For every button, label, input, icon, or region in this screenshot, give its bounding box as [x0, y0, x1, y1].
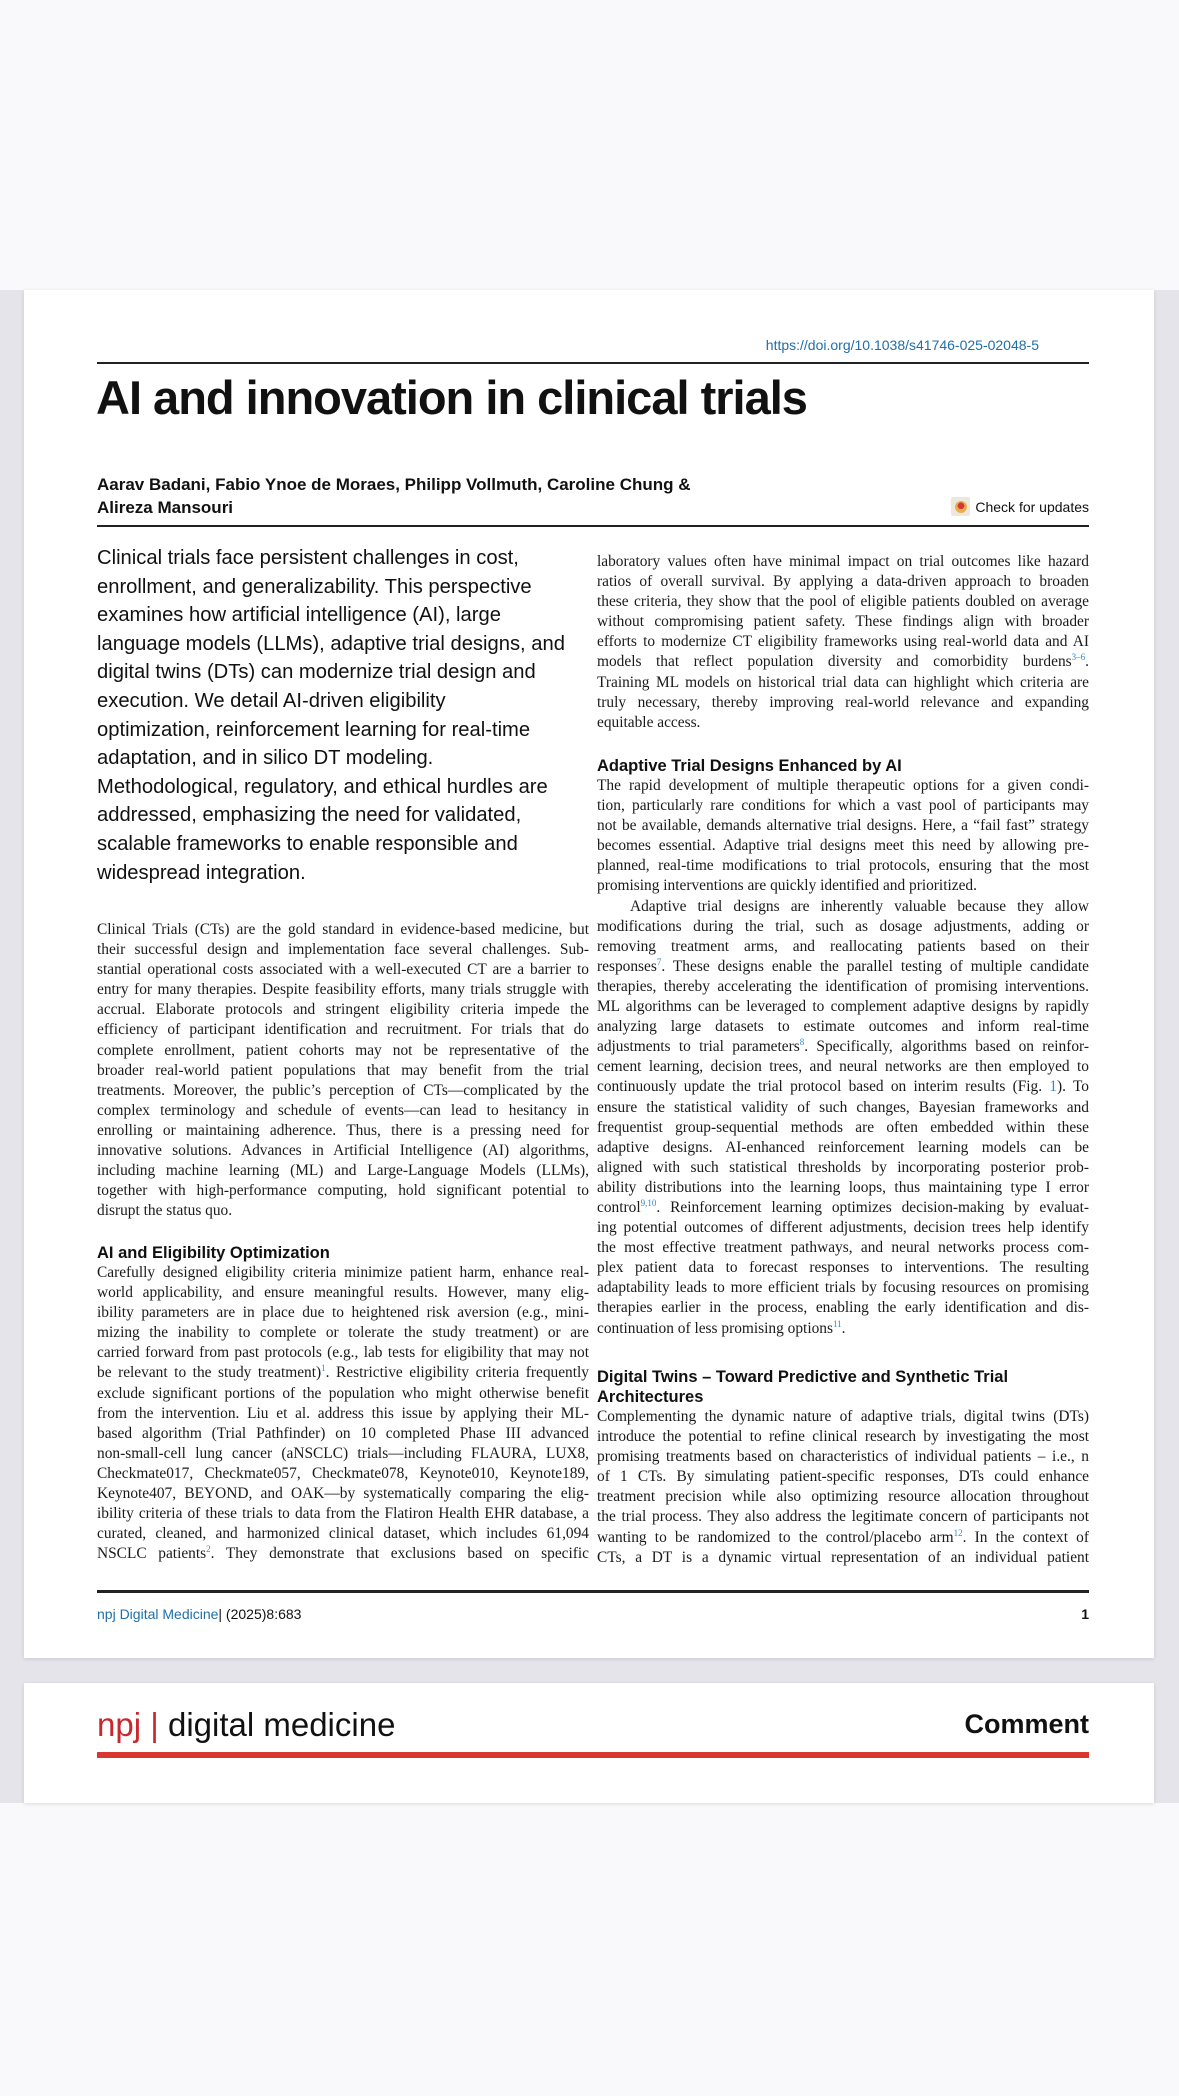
- text-line: adaptive designs. AI-enhanced reinforcement learning models can be: [597, 1138, 1089, 1156]
- reference-link[interactable]: 8: [799, 1037, 805, 1048]
- text-line: including machine learning (ML) and Large-Language Models (LLMs),: [97, 1162, 589, 1180]
- reference-link[interactable]: 1: [321, 1363, 326, 1374]
- text-line: [597, 1319, 1089, 1339]
- crossmark-icon: [951, 497, 970, 516]
- text-line: becomes essential. Adaptive trial designs meet this need by allowing pre-: [597, 837, 1089, 855]
- text-fragment: .: [841, 1319, 846, 1337]
- text-line: [97, 1544, 589, 1564]
- check-for-updates-label: Check for updates: [975, 498, 1089, 515]
- text-line: based algorithm (Trial Pathfinder) on 10 completed Phase III advanced: [97, 1424, 589, 1442]
- text-line: Carefully designed eligibility criteria minimize patient harm, enhance real-: [97, 1264, 589, 1281]
- brand-npj: npj: [97, 1706, 142, 1743]
- text-fragment: control: [597, 1198, 641, 1216]
- text-line: enrolling or maintaining adherence. Thus, there is a pressing need for: [97, 1121, 589, 1139]
- text-fragment: models that reflect population diversity and comorbidity burdens: [597, 653, 1072, 671]
- text-line: together with high-performance computing, hold significant potential to: [97, 1182, 589, 1200]
- check-for-updates-button[interactable]: [951, 497, 1089, 516]
- text-line: planned, real-time modifications to trial protocols, ensuring that the most: [597, 857, 1089, 875]
- text-line: plex patient data to forecast responses to interventions. The resulting: [597, 1259, 1089, 1277]
- text-line: therapies earlier in the process, enabling the early identification and dis-: [597, 1299, 1089, 1317]
- text-line: innovative solutions. Advances in Artificial Intelligence (AI) algorithms,: [97, 1142, 589, 1160]
- text-line: tion, particularly rare conditions for which a vast pool of participants may: [597, 797, 1089, 815]
- text-line: introduce the potential to refine clinical research by investigating the most: [597, 1428, 1089, 1446]
- text-line: the trial process. They also address the legitimate concern of participants not: [597, 1508, 1089, 1526]
- text-line: ability distributions into the learning loops, thus maintaining type I error: [597, 1178, 1089, 1196]
- text-line: complex terminology and schedule of events—can lead to hesitancy in: [97, 1101, 589, 1119]
- text-line: curated, cleaned, and harmonized clinical dataset, which includes 61,094: [97, 1525, 589, 1543]
- text-fragment: . Restrictive eligibility criteria frequently: [325, 1364, 589, 1382]
- text-line: their successful design and implementation face several challenges. Sub-: [97, 941, 589, 959]
- text-line: modifications during the trial, such as dosage adjustments, adding or: [597, 917, 1089, 935]
- abstract-line: adaptation, and in silico DT modeling.: [97, 747, 434, 770]
- abstract-line: examines how artificial intelligence (AI), large: [97, 604, 501, 627]
- masthead-red-rule: [97, 1752, 1089, 1758]
- reference-link[interactable]: 2: [206, 1544, 211, 1555]
- text-line: accrual. Elaborate protocols and stringent eligibility criteria impede the: [97, 1001, 589, 1019]
- text-line: these criteria, they show that the pool of eligible patients doubled on average: [597, 593, 1089, 611]
- text-fragment: adjustments to trial parameters: [597, 1038, 800, 1056]
- abstract-line: execution. We detail AI-driven eligibility: [97, 689, 446, 712]
- section-heading: [597, 1367, 1089, 1407]
- reference-link[interactable]: 9,10: [640, 1197, 657, 1208]
- text-line: Complementing the dynamic nature of adaptive trials, digital twins (DTs): [597, 1408, 1089, 1425]
- text-line: disrupt the status quo.: [97, 1202, 233, 1220]
- heading-line: Digital Twins – Toward Predictive and Synthetic Trial: [597, 1368, 1009, 1386]
- text-fragment: . They demonstrate that exclusions based on specific: [210, 1545, 589, 1563]
- text-line: [597, 957, 1089, 977]
- text-line: cement learning, decision trees, and neural networks are then employed to: [597, 1058, 1089, 1076]
- abstract-line: scalable frameworks to enable responsible and: [97, 832, 518, 855]
- abstract-line: Clinical trials face persistent challenges in cost,: [97, 547, 519, 569]
- text-fragment: . Reinforcement learning optimizes decision-making by evaluat-: [656, 1198, 1089, 1216]
- text-line: aligned with such statistical thresholds by incorporating posterior prob-: [597, 1158, 1089, 1176]
- journal-link[interactable]: npj Digital Medicine: [97, 1606, 219, 1622]
- text-line: promising treatments based on characteristics of individual patients – i.e., n: [597, 1448, 1089, 1466]
- text-line: mizing the inability to complete or tolerate the study treatment) or are: [97, 1324, 589, 1342]
- abstract-line: addressed, emphasizing the need for validated,: [97, 804, 522, 827]
- abstract-line: optimization, reinforcement learning for real-time: [97, 718, 531, 741]
- author-line: Alireza Mansouri: [97, 498, 234, 517]
- abstract-line: Methodological, regulatory, and ethical hurdles are: [97, 775, 548, 798]
- reference-link[interactable]: 12: [953, 1527, 963, 1538]
- reference-link[interactable]: 3–6: [1071, 652, 1086, 663]
- text-line: non-small-cell lung cancer (aNSCLC) trials—including FLAURA, LUX8,: [97, 1444, 589, 1462]
- text-fragment: responses: [597, 957, 657, 975]
- abstract: [97, 544, 597, 887]
- text-line: [97, 1363, 589, 1383]
- text-line: without compromising patient safety. These findings align with broader: [597, 613, 1089, 631]
- text-line: therapies, thereby accelerating the identification of promising interventions.: [597, 977, 1089, 995]
- reference-link[interactable]: 7: [656, 956, 662, 967]
- text-line: Adaptive trial designs are inherently valuable because they allow: [630, 897, 1089, 915]
- text-line: [597, 1037, 1089, 1057]
- text-line: the most effective treatment pathways, and neural networks process com-: [597, 1239, 1089, 1257]
- text-line: truly necessary, thereby improving real-world relevance and expanding: [597, 693, 1089, 711]
- abstract-line: language models (LLMs), adaptive trial designs, and: [97, 632, 565, 655]
- text-fragment: be relevant to the study treatment): [97, 1364, 322, 1382]
- text-fragment: . In the context of: [962, 1528, 1089, 1546]
- intro-paragraph: [97, 920, 589, 1221]
- text-fragment: ). To: [1057, 1078, 1089, 1096]
- text-line: Training ML models on historical trial data can highlight which criteria are: [597, 673, 1089, 691]
- section-eligibility-continued: [597, 552, 1089, 733]
- text-line: treatment precision while also optimizing resource allocation throughout: [597, 1488, 1089, 1506]
- pdf-page-2: [24, 1683, 1154, 1803]
- text-line: of 1 CTs. By simulating patient-specific responses, DTs could enhance: [597, 1468, 1089, 1486]
- section-digital-twins: [597, 1367, 1089, 1568]
- abstract-line: enrollment, and generalizability. This perspective: [97, 575, 532, 598]
- footer-rule: [97, 1590, 1089, 1593]
- text-fragment: NSCLC patients: [97, 1545, 207, 1563]
- text-line: ibility parameters are in place due to heightened risk aversion (e.g., mini-: [97, 1304, 589, 1322]
- text-line: exclude significant portions of the population who might otherwise benefit: [97, 1384, 589, 1402]
- text-line: ing potential outcomes of different adjustments, decision trees help identify: [597, 1219, 1089, 1237]
- pdf-page-1: [24, 290, 1154, 1658]
- text-line: ensure the statistical validity of such changes, Bayesian frameworks and: [597, 1098, 1089, 1116]
- author-line: Aarav Badani, Fabio Ynoe de Moraes, Philipp Vollmuth, Caroline Chung &: [97, 475, 691, 494]
- author-list: [97, 473, 691, 519]
- section-heading: Adaptive Trial Designs Enhanced by AI: [597, 757, 902, 775]
- text-line: analyzing large datasets to estimate outcomes and inform real-time: [597, 1018, 1089, 1036]
- text-line: carried forward from past protocols (e.g., lab tests for eligibility that may not: [97, 1344, 589, 1362]
- text-line: laboratory values often have minimal impact on trial outcomes like hazard: [597, 553, 1089, 570]
- abstract-line: widespread integration.: [97, 861, 306, 884]
- brand-name: digital medicine: [167, 1706, 396, 1743]
- text-line: CTs, a DT is a dynamic virtual representation of an individual patient: [597, 1548, 1089, 1566]
- text-line: ibility criteria of these trials to data from the Flatiron Health EHR database, a: [97, 1505, 589, 1523]
- text-fragment: .: [1085, 653, 1089, 671]
- text-line: world applicability, and ensure meaningful results. However, many elig-: [97, 1284, 589, 1302]
- text-line: complete enrollment, patient cohorts may not be representative of the: [97, 1041, 589, 1059]
- citation-text: | (2025)8:683: [218, 1606, 302, 1622]
- text-line: broader real-world patient populations that may benefit from the trial: [97, 1061, 589, 1079]
- text-line: adaptability leads to more efficient trials by focusing resources on promising: [597, 1279, 1089, 1297]
- reference-link[interactable]: 11: [832, 1318, 842, 1329]
- text-line: [597, 652, 1089, 672]
- section-heading: AI and Eligibility Optimization: [97, 1244, 330, 1262]
- text-line: entry for many therapies. Despite feasibility efforts, many trials struggle with: [97, 981, 589, 999]
- journal-masthead: [97, 1706, 395, 1744]
- figure-link[interactable]: 1: [1049, 1078, 1058, 1096]
- text-line: treatments. Moreover, the public’s perception of CTs—complicated by the: [97, 1081, 589, 1099]
- text-line: Checkmate017, Checkmate057, Checkmate078, Keynote010, Keynote189,: [97, 1464, 589, 1482]
- text-line: [597, 1528, 1089, 1548]
- text-line: from the intervention. Liu et al. address this issue by applying their ML-: [97, 1404, 589, 1422]
- text-line: [597, 1077, 1089, 1097]
- text-line: The rapid development of multiple therapeutic options for a given condi-: [597, 777, 1089, 794]
- text-fragment: . Specifically, algorithms based on reinfor-: [804, 1038, 1089, 1056]
- authors-rule: [97, 525, 1089, 527]
- article-title: AI and innovation in clinical trials: [96, 371, 807, 424]
- heading-line: Architectures: [597, 1388, 704, 1406]
- page-number: 1: [1081, 1606, 1089, 1622]
- text-fragment: continuation of less promising options: [597, 1319, 833, 1337]
- text-fragment: continuously update the trial protocol based on interim results (Fig.: [597, 1078, 1050, 1096]
- text-line: frequentist group-sequential methods are often embedded within these: [597, 1118, 1089, 1136]
- text-line: stantial operational costs associated with a well-executed CT are a barrier to: [97, 961, 589, 979]
- text-fragment: . These designs enable the parallel testing of multiple candidate: [661, 957, 1089, 975]
- text-line: ratios of overall survival. By applying a data-driven approach to broaden: [597, 573, 1089, 591]
- text-line: removing treatment arms, and reallocating patients based on their: [597, 937, 1089, 955]
- text-line: efforts to modernize CT eligibility frameworks using real-world data and AI: [597, 633, 1089, 651]
- text-fragment: wanting to be randomized to the control/placebo arm: [597, 1528, 954, 1546]
- text-line: efficiency of participant identification and recruitment. For trials that do: [97, 1021, 589, 1039]
- text-line: Clinical Trials (CTs) are the gold standard in evidence-based medicine, but: [97, 921, 589, 938]
- top-rule: [97, 362, 1089, 364]
- article-type-label: Comment: [964, 1709, 1089, 1739]
- section-eligibility: [97, 1243, 589, 1564]
- brand-separator: |: [150, 1706, 159, 1743]
- text-line: equitable access.: [597, 713, 701, 731]
- text-line: promising interventions are quickly identified and prioritized.: [597, 877, 977, 895]
- abstract-line: digital twins (DTs) can modernize trial design and: [97, 661, 536, 684]
- text-line: [597, 1198, 1089, 1218]
- text-line: not be available, demands alternative trial designs. Here, a “fail fast” strategy: [597, 817, 1089, 835]
- text-line: ML algorithms can be leveraged to complement adaptive designs by rapidly: [597, 998, 1089, 1016]
- section-adaptive: [597, 756, 1089, 1339]
- text-line: Keynote407, BEYOND, and OAK—by systematically comparing the elig-: [97, 1485, 589, 1503]
- doi-link[interactable]: https://doi.org/10.1038/s41746-025-02048-5: [765, 337, 1039, 353]
- page-footer-citation: [97, 1606, 301, 1622]
